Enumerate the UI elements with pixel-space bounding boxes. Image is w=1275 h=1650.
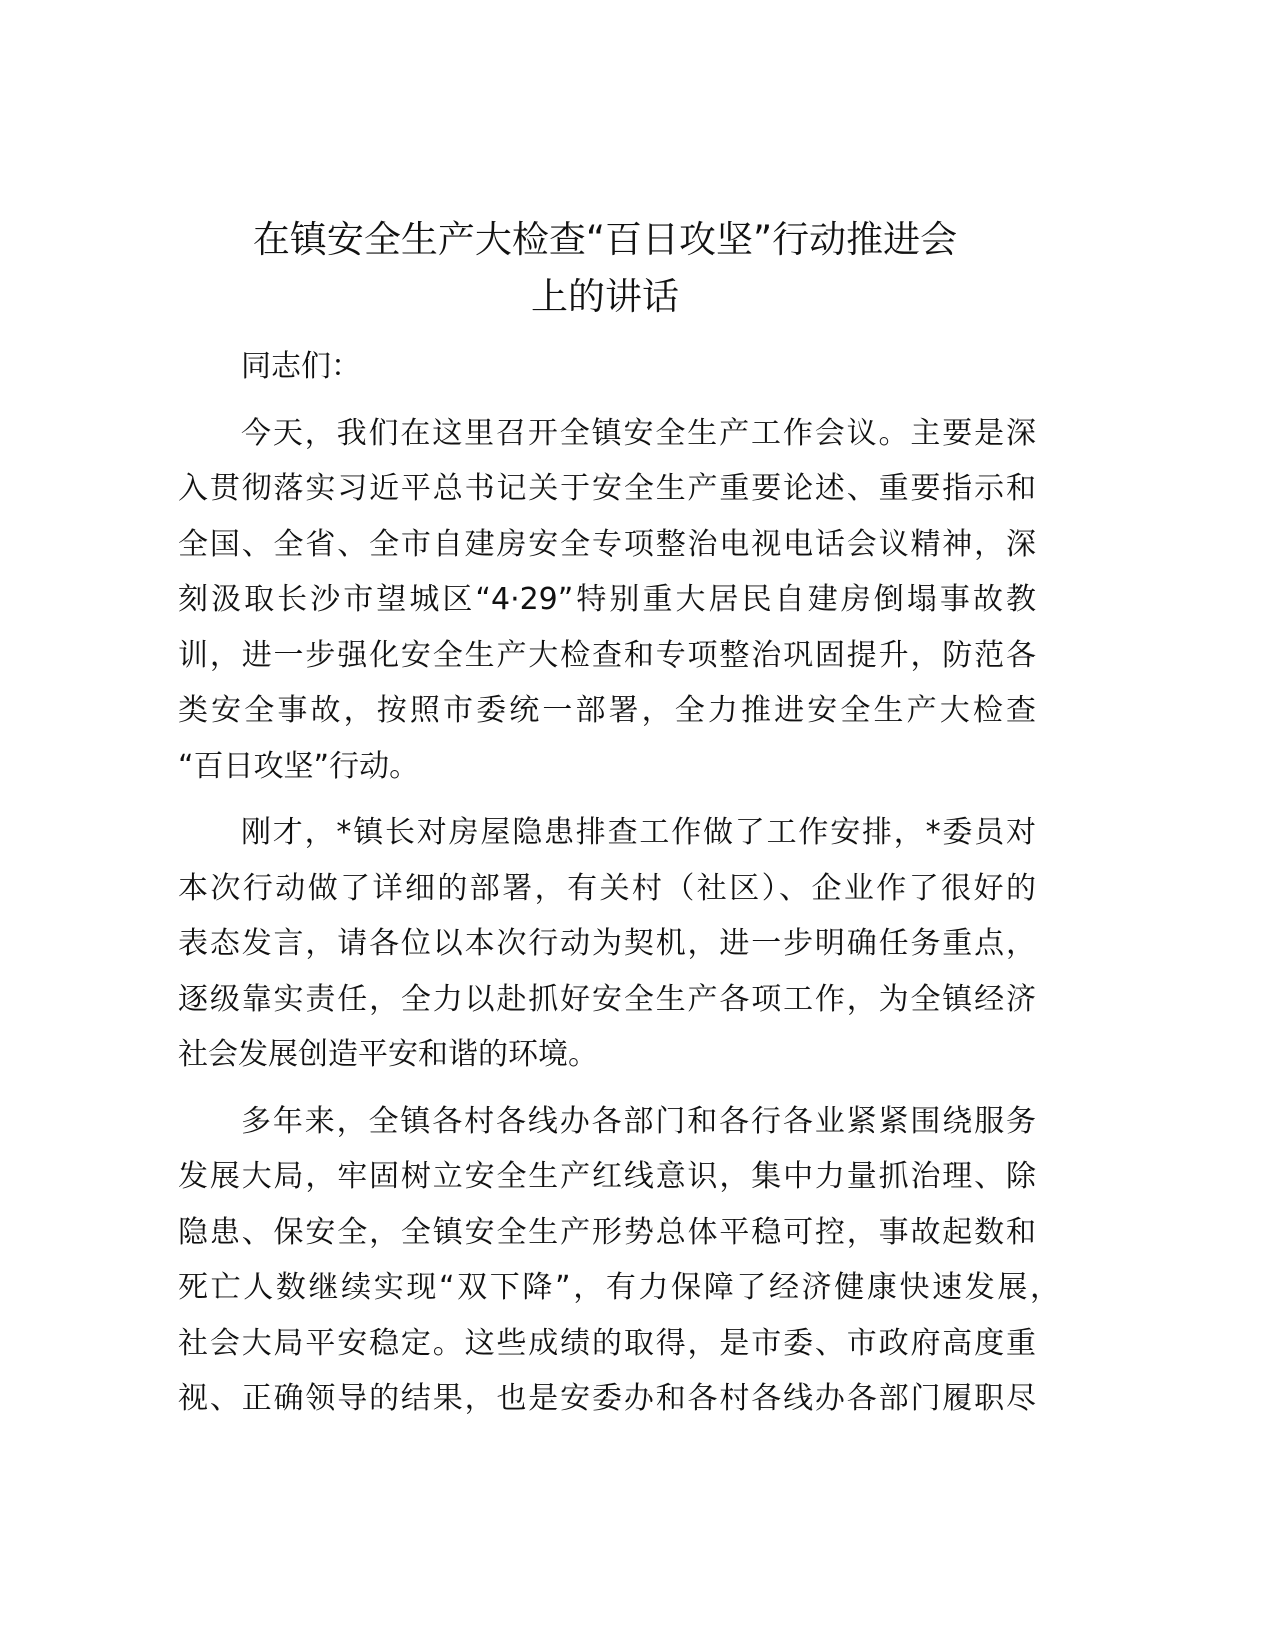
paragraph-line: “百日攻坚”行动。: [178, 748, 420, 784]
paragraph-line: 全国、全省、全市自建房安全专项整治电视电话会议精神，深: [178, 526, 1036, 562]
paragraph-line: 多年来，全镇各村各线办各部门和各行各业紧紧围绕服务: [241, 1103, 1036, 1139]
paragraph-line: 逐级靠实责任，全力以赴抓好安全生产各项工作，为全镇经济: [178, 981, 1036, 1017]
body-paragraph: [178, 812, 1036, 1090]
document-title-line-2: 上的讲话: [531, 275, 679, 318]
paragraph-line: 视、正确领导的结果，也是安委办和各村各线办各部门履职尽: [178, 1381, 1036, 1416]
body-paragraph: [178, 1101, 1060, 1434]
salutation-paragraph: [178, 346, 1036, 402]
document-title-line-1: 在镇安全生产大检查“百日攻坚”行动推进会: [252, 218, 958, 261]
salutation: 同志们：: [241, 349, 361, 384]
paragraph-line: 本次行动做了详细的部署，有关村（社区）、企业作了很好的: [178, 870, 1036, 906]
paragraph-line: 表态发言，请各位以本次行动为契机，进一步明确任务重点，: [178, 926, 1036, 961]
paragraph-line: 类安全事故，按照市委统一部署，全力推进安全生产大检查: [178, 693, 1036, 728]
paragraph-line: 刚才，*镇长对房屋隐患排查工作做了工作安排，*委员对: [241, 815, 1036, 850]
document-body: [178, 346, 1060, 1445]
paragraph-line: 发展大局，牢固树立安全生产红线意识，集中力量抓治理、除: [178, 1159, 1036, 1194]
paragraph-line: 今天，我们在这里召开全镇安全生产工作会议。主要是深: [241, 415, 1036, 451]
body-paragraph: [178, 413, 1036, 802]
paragraph-line: 社会发展创造平安和谐的环境。: [178, 1037, 598, 1072]
paragraph-line: 入贯彻落实习近平总书记关于安全生产重要论述、重要指示和: [178, 471, 1036, 506]
paragraph-line: 训，进一步强化安全生产大检查和专项整治巩固提升，防范各: [178, 637, 1036, 673]
paragraph-line: 死亡人数继续实现“双下降”，有力保障了经济健康快速发展，: [178, 1270, 1060, 1305]
paragraph-line: 隐患、保安全，全镇安全生产形势总体平稳可控，事故起数和: [178, 1214, 1036, 1250]
paragraph-line: 刻汲取长沙市望城区“4·29”特别重大居民自建房倒塌事故教: [178, 582, 1036, 617]
paragraph-line: 社会大局平安稳定。这些成绩的取得，是市委、市政府高度重: [178, 1325, 1036, 1361]
